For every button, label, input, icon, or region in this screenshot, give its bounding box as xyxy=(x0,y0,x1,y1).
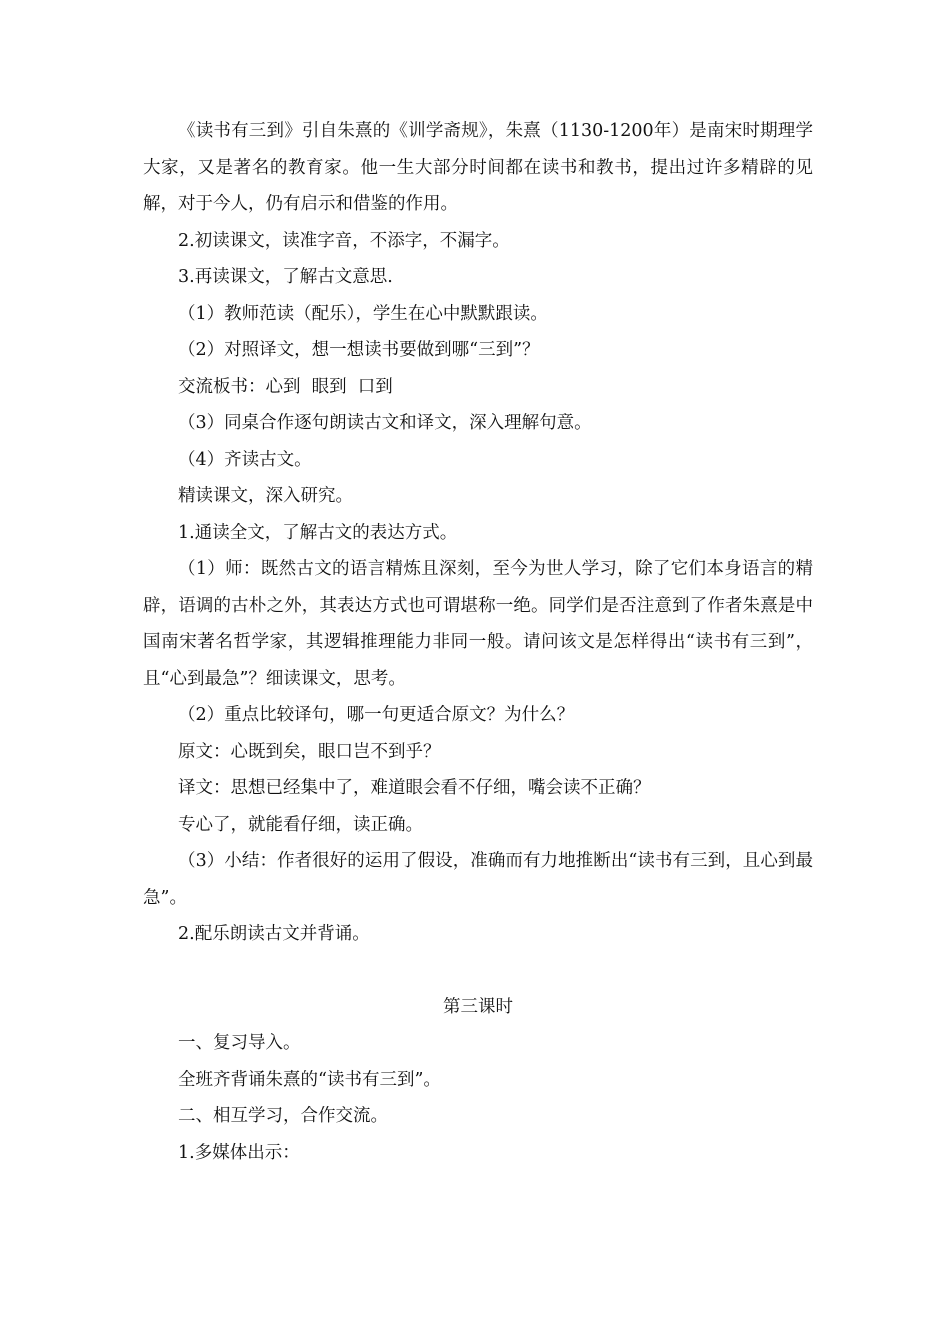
paragraph-original-text: 原文：心既到矣，眼口岂不到乎？ xyxy=(178,741,441,762)
paragraph-recite: 2.配乐朗读古文并背诵。 xyxy=(178,924,370,944)
paragraph-step-2: 2.初读课文，读准字音，不添字，不漏字。 xyxy=(178,230,510,251)
paragraph-substep-3: （3）同桌合作逐句朗读古文和译文，深入理解句意。 xyxy=(178,413,592,433)
document-body xyxy=(143,113,813,1171)
paragraph-read-full-text: 1.通读全文，了解古文的表达方式。 xyxy=(178,522,458,543)
paragraph-compare-translation: （2）重点比较译句，哪一句更适合原文？为什么？ xyxy=(178,705,575,725)
paragraph-teacher-question: （1）师：既然古文的语言精炼且深刻，至今为世人学习，除了它们本身语言的精辟，语调的古朴之外，其表达方式也可谓堪称一绝。同学们是否注意到了作者朱熹是中国南宋著名哲学家，其逻辑推理能力非同一般。请问该文是怎样得出“读书有三到”，且“心到最急”？细读课文，思考。 xyxy=(143,559,813,689)
paragraph-substep-2: （2）对照译文，想一想读书要做到哪“三到”？ xyxy=(178,340,540,360)
paragraph-multimedia: 1.多媒体出示： xyxy=(178,1142,300,1163)
paragraph-step-3: 3.再读课文，了解古文意思. xyxy=(178,267,393,287)
paragraph-summary: （3）小结：作者很好的运用了假设，准确而有力地推断出“读书有三到，且心到最急”。 xyxy=(143,851,813,908)
paragraph-close-reading: 精读课文，深入研究。 xyxy=(178,486,353,506)
paragraph-cooperation: 二、相互学习，合作交流。 xyxy=(178,1106,388,1126)
paragraph-substep-4: （4）齐读古文。 xyxy=(178,449,312,470)
paragraph-recite-all: 全班齐背诵朱熹的“读书有三到”。 xyxy=(178,1069,441,1090)
paragraph-explanation: 专心了，就能看仔细，读正确。 xyxy=(178,814,423,835)
section-heading: 第三课时 xyxy=(443,996,513,1017)
paragraph-intro: 《读书有三到》引自朱熹的《训学斋规》，朱熹（1130-1200年）是南宋时期理学大家，又是著名的教育家。他一生大部分时间都在读书和教书，提出过许多精辟的见解，对于今人，仍有启示和借鉴的作用。 xyxy=(143,121,813,214)
paragraph-substep-1: （1）教师范读（配乐），学生在心中默默跟读。 xyxy=(178,303,548,324)
paragraph-review: 一、复习导入。 xyxy=(178,1033,301,1053)
paragraph-translation: 译文：思想已经集中了，难道眼会看不仔细，嘴会读不正确？ xyxy=(178,778,651,798)
paragraph-board-notes: 交流板书：心到 眼到 口到 xyxy=(178,376,393,397)
